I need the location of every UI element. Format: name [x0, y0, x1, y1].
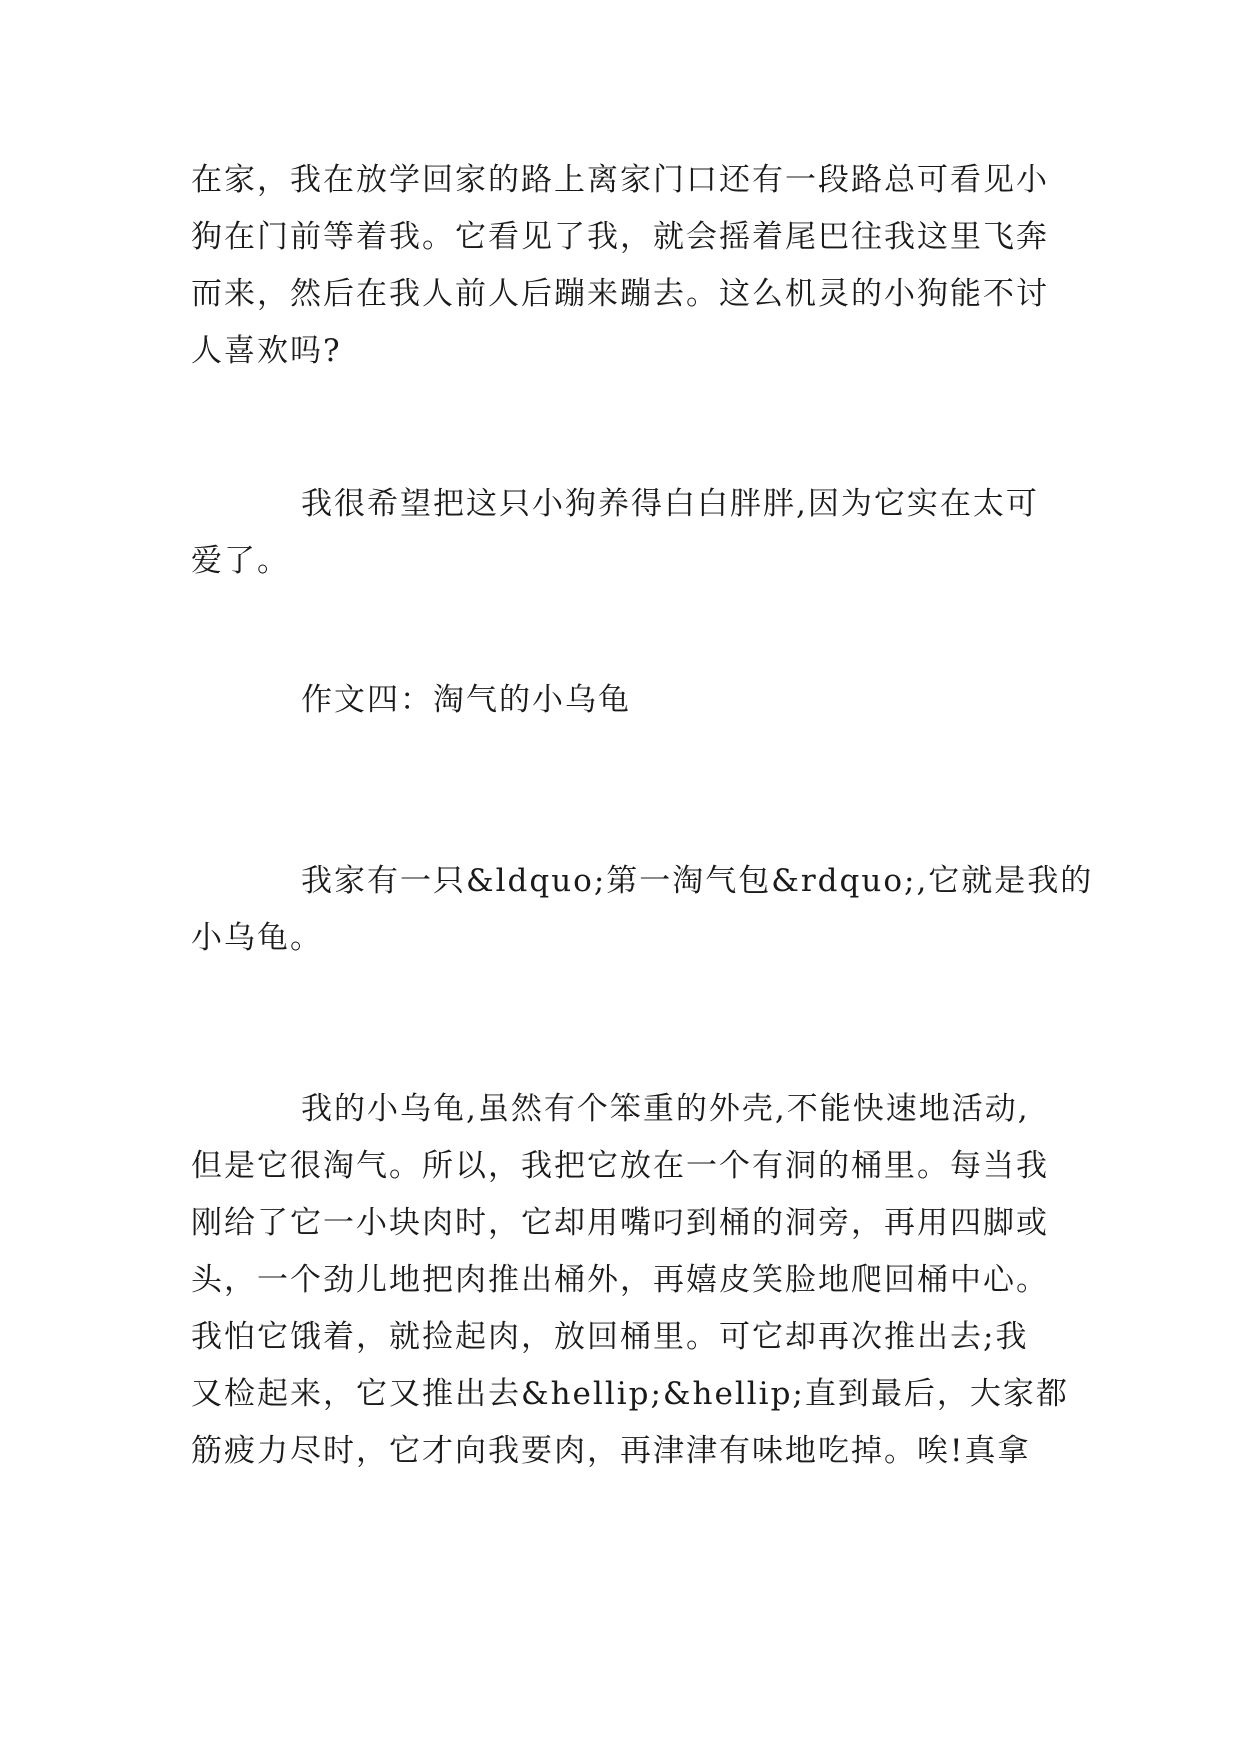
paragraph-dog-waiting: [191, 152, 1061, 380]
text-line: 狗在门前等着我。它看见了我，就会摇着尾巴往我这里飞奔: [191, 219, 1049, 255]
text-line: 但是它很淘气。所以，我把它放在一个有洞的桶里。每当我: [191, 1148, 1049, 1184]
text-line: 我家有一只&ldquo;第一淘气包&rdquo;,它就是我的: [301, 863, 1094, 899]
text-line: 在家，我在放学回家的路上离家门口还有一段路总可看见小: [191, 162, 1049, 198]
essay-heading: [191, 672, 1061, 729]
text-line: 又检起来，它又推出去&hellip;&hellip;直到最后，大家都: [191, 1376, 1069, 1412]
text-line: 头，一个劲儿地把肉推出桶外，再嬉皮笑脸地爬回桶中心。: [191, 1262, 1049, 1298]
paragraph-dog-wish: [191, 476, 1061, 590]
text-line: 我怕它饿着，就捡起肉，放回桶里。可它却再次推出去;我: [191, 1319, 1029, 1355]
text-line: 人喜欢吗?: [191, 333, 342, 369]
text-line: 我的小乌龟,虽然有个笨重的外壳,不能快速地活动,: [301, 1091, 1030, 1127]
text-line: 小乌龟。: [191, 920, 323, 956]
text-line: 筋疲力尽时，它才向我要肉，再津津有味地吃掉。唉!真拿: [191, 1433, 1031, 1469]
paragraph-turtle-intro: [191, 853, 1094, 967]
text-line: 刚给了它一小块肉时，它却用嘴叼到桶的洞旁，再用四脚或: [191, 1205, 1049, 1241]
text-line: 我很希望把这只小狗养得白白胖胖,因为它实在太可: [301, 486, 1039, 522]
text-line: 爱了。: [191, 543, 290, 579]
text-line: 而来，然后在我人前人后蹦来蹦去。这么机灵的小狗能不讨: [191, 276, 1049, 312]
paragraph-turtle-story: [191, 1081, 1069, 1480]
text-line: 作文四：淘气的小乌龟: [301, 682, 631, 718]
